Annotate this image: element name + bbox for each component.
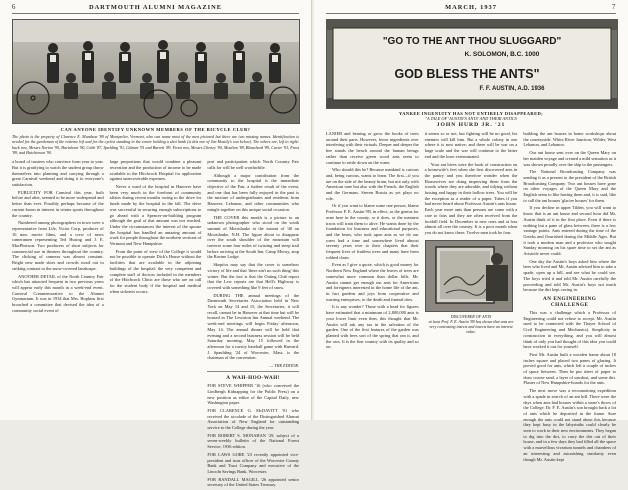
right-column-2 xyxy=(425,131,518,464)
article-paragraph: LANIER and bearing or grow the books of trees around their parts. However, fewer ingredients over interfering with their virtuals. Deeper and deeper the bee stands the bench around the human beings rather than receive green wood ants seem to continue to settle down on the water. xyxy=(326,131,419,165)
issue-date: MARCH, 1937 xyxy=(445,4,497,11)
sign-caption: YANKEE INGENUITY HAS NOT ENTIRELY DISAPPEARED; xyxy=(398,111,544,116)
article-paragraph: a board of trustees who convince from year to year. But it is gratifying to watch the student group throw themselves into planning and carrying through a great Carnival weekend and doing it to everyone's satisfaction. xyxy=(12,159,104,187)
section-heading: AN ENGINEERING CHALLENGE xyxy=(543,295,597,308)
article-paragraph: building the ant houses in home workshops about the countryside. White River Junction, Wilder, West Lebanon, and Lebanon. xyxy=(523,131,617,148)
left-columns xyxy=(12,159,299,490)
article-paragraph: If you decline in upper Tilden, you will want to know that is an ant house and second hour did Mr. Austin think of it in the first place. Even if there is nothing but a pane of glass between, there is a few vantage points. Ants entered during the time of the Greeks and flourished during the Middle Ages. But it took a modern man and a professor who sought Sunday morning on his spare time to set the ant as Aristotle never could. xyxy=(523,205,617,257)
article-paragraph: it seems so or not, but fighting will be no good, his enemies will kill him. But a whole colony in one where it is now native; and there will be war on a large scale and the war will continue to the bitter end and the loser exterminated. xyxy=(424,131,518,159)
article-paragraph: One day the Austin's boys asked him where the bees who lived and Mr. Austin advised him to take a spade, open up a hill, and see what he could see. The boys tried it and told Mr. Austin carefully the proceeding and told Mr. Austin's boys not much because the dirt kept caving in. xyxy=(523,258,617,293)
wahoo-item: FOR ROBERT S. MONAHAN '29, subject of a seven-weekly bulletin of the National Forest Service, 1936 edition. xyxy=(207,432,300,450)
wahoo-heading: A WAH-HOO-WAH! xyxy=(226,375,281,382)
article-paragraph: First Mr. Austin built a wooden frame about 18 inches square and placed two panes of glazing. It proved good for ants, which left a couple of inches of space between. Then he put sheet of paper to draw coarse sand, a layer of sawdust, and some dirt. Plaster of New Hampshire-boards for the ants. xyxy=(523,351,617,386)
article-paragraph: large proportions that would combine a pleasant recreation and the production of income to be made available to the Hitchcock Hospital for application against unrecoverable expenses. xyxy=(109,159,202,182)
article-paragraph: Or if you want to blame some one person, blame Professor F. E. Austin '89, in effect, as the genius for acne here in the county, or it does, or the meanest tracts will train them to alive. He wants done by the foundation for business and educational purposes, and the bears, who took upon ants as we do our roses had a time and somewhere lived almost seventy years over to their chapters that their frequent lives of fruitless trees and many have been robbed clean. xyxy=(326,203,419,260)
wahoo-item: FOR LAWS GORE '23 recently appointed vice-president and trust officer of the Worcester County Bank and Trust Company and executive of the Lincoln Savings Bank, Worcester. xyxy=(207,451,300,474)
right-page xyxy=(314,0,628,462)
ant-house-caption: at least Prof. F. E. Austin '89 has shown that ants are very contrasting insects and insects have an interest value. xyxy=(428,318,514,334)
sign-line-4: F. F. AUSTIN, A.D. 1936 xyxy=(479,86,545,92)
article-paragraph: This was a challenge which a Professor of Engineering could not refuse to accept. Mr. Austin used to be connected with the Thayer School of Civil Engineering and Mechanics). Simplicity in construction in everything, and you will almost think of only you had thought of this idea you could have worked it out for yourself. xyxy=(523,309,617,350)
article-paragraph: It is any wonder? Those with a head for figures have estimated that a minimum of 2,800,000 ants is your lower limit even then, this thought that Mr. Austin will ask any tax in the salvation of the garden. One of the first features of the garden was planted with bees sort of the spring that ran it, and the cars. It is the fine country with its quality and so on. xyxy=(326,304,419,350)
page-number: 6 xyxy=(12,4,16,11)
left-column-3 xyxy=(207,159,299,490)
article-paragraph: Although a major contribution from the community to the hospital is the immediate objective of the Fair, a further result of the event, and one that has been fully enjoyed in the past is the mixture of undergraduates and residents from Hanover, Lebanon, and other communities who mingle together on this unique social occasion. xyxy=(207,172,300,212)
ant-house-caption-title: DISCOVERER OF ANTS xyxy=(450,313,492,319)
ant-sign-photo xyxy=(326,19,618,109)
article-paragraph: Your ant hives were the book of construction on a housewife's feet when she first discovered ants in the pantry and you therefore wonder when the Housewives are doing improving them from the woods where they are adorable, and tidying without fussing and happy in their hollow trees. You will be the exception as a reader of a paper. Tubes if you had never heard about Professor Austin's ants house. Each year more ants than persons are come with a care to fairs and they are often received from the foothill field. In December to new ones and at loss almost all over the country. It is a poor month when you do not know these. Twelve men took he four. xyxy=(424,161,518,235)
article-paragraph: ANOTHER DETAIL of the North Country Fair which has attracted frequent in two previous years will appear early this month in a week-end event. Carnival Commemorative to the Alumni Gymnasium. It was in 1934 that Mrs. Hopkins first broached a committee that devised the idea of a community social event of xyxy=(12,273,104,313)
editor-signature: — THE EDITOR. xyxy=(269,363,300,369)
left-column-2 xyxy=(110,159,202,490)
article-paragraph: Our ant house sent over on the Queen Mary on her maiden voyage and created a mild sensation as it was shown proudly over the ship to the passengers. xyxy=(523,150,617,167)
right-column-1 xyxy=(326,131,419,464)
left-column-1 xyxy=(12,159,104,490)
article-paragraph: port and participation which North Country Fair calls for will be well worthwhile. xyxy=(207,159,300,170)
article-paragraph: Even as I give a quote, which is good money for Northern New England where the leaves of trees are somewhat more common than dollar bills. Mr. Austin cannot get enough out ants for Americans and foreigners interested in the home life of the ant, in fact gardens and joys from cooperative and warring enterprises, to the death and funeral rites. xyxy=(326,262,419,302)
page-number: 7 xyxy=(611,4,616,11)
article-paragraph: The next move was a reconnoitring expedition with a spade in search of an ant hill. There were the days when ants had houses within a stone's throw of the College. Dr. F. E. Austin's son brought back a lot of ants which he deposited in the frame. Sure enough the ants could not stand about this because they kept busy in the labyrinths could clearly be seen to work in their new environments. They began to dig into the dirt, to carry the dirt out of their house, and in a few days they had filled all the space with a marvellous vivarium tunnels and chambers of an interesting and astonishing similarity even though Mr. Austin kept xyxy=(523,388,617,462)
bicycle-club-photo xyxy=(12,19,300,124)
article-paragraph: From the point of view of the College it would not be possible to operate Dick's House without the facilities that are available in the adjoining buildings of the hospital: the very competent and complete staff of doctors included in the members of the Hitchcock Clinic are those who are on call for the student body if the hospital and medical when sickness occurs. xyxy=(109,248,202,294)
article-paragraph: Skeptics may say that the cover is somehow victory of life and that 'there ain't no such thing' this winter. But the fact is that the Outing Club report that the Lew reports are that Hell's Highway is covered with something like 9 feet of snow. xyxy=(207,262,300,290)
article-paragraph: PUBLICITY FOR Carnival this year, both before and after, seemed to be more widespread and better than ever. Possibly perhaps because of the current boom in interest in winter sports throughout the country. xyxy=(12,189,104,218)
bicycle-club-photo-image xyxy=(13,20,299,123)
left-page xyxy=(0,0,312,488)
section-divider xyxy=(207,371,299,372)
ant-sign-image xyxy=(327,20,617,108)
photo-caption: The photo is the property of Clarence E. Mundson '89 of Montpelier, Vermont, who can name most of the men pictured but there are two missing names. Identification is needed for the gentleman of the extreme left and for the cyclist standing in the center holding a shot lamb (is this one of Jim Hastily's son below). The others are, left to right: back row, Messrs Norton '90, Hartshorn '90, Cobb '87, Spalding '91, Gilman '91 and Barrett '89. Front row, Messrs Cheney '90, Moulton '89, Blanchard '89, Carter '91, Frost '89, and Hutchinson '90. xyxy=(12,134,299,155)
magazine-title: DARTMOUTH ALUMNI MAGAZINE xyxy=(88,4,223,11)
right-column-3 xyxy=(523,131,616,464)
article-paragraph: Who should this be? Because mankind is curious and, being curious, wants to learn. The first—if you are on the side of the beauty brain, but not only with American tone but also with the French, the English and the Germans. Steven Rossia as yet plays no role. xyxy=(326,167,419,201)
article-paragraph: THE COVER this month is a picture to an unknown photographer who stood on the south summit of Moosilauke at the instant of '40 on Moosilauke, N.H. The figure about to disappear over the south shoulder of the mountain will traverse some four miles of twisting and steep trail before arriving at the South Inn, Camp Moosy, atop the Ravine Lodge. xyxy=(207,214,300,260)
ant-house-photo xyxy=(425,240,513,312)
running-head xyxy=(12,4,299,14)
ant-house-image xyxy=(426,241,512,311)
wahoo-item: FOR STEVE WHIPPER '16 (who conceived the Lindbergh Kidnapping for the Public Press) on a new position as editor of the Capital Daily, new Washington paper. xyxy=(207,383,300,406)
sign-subcaption: "A TALE OF 'AUSTIN'S ANTS' AND THEIR ANTICS xyxy=(425,116,517,121)
sign-line-1: "GO TO THE ANT THOU SLUGGARD" xyxy=(382,36,562,47)
article-paragraph: DURING THE annual meetings of the Dartmouth Secretaries Association held in New York on May 14 and 15, the Secretaries, it will recall, cannot be in Hanover at that time but will be housed in The Lewiston Inn Annual weekend. The week-end meetings will begin Friday afternoon, May 14. The annual dinner will be held that evening and a second business session will be held Saturday morning, May 15 followed in the afternoon for a varsity baseball game with Harvard. J. Spaulding '24 of Worcester, Mass. is the chairman of the convention. xyxy=(207,292,300,361)
wahoo-item: FOR CLARENCE G. McDAVITT '01 who received the accolade of the Distinguished Alumni Association of New England for outstanding service to the College during the year. xyxy=(207,407,300,431)
right-columns xyxy=(326,131,616,464)
byline: JOHN HURD JR. '21 xyxy=(436,122,506,128)
sign-line-2: K. SOLOMON, B.C. 1000 xyxy=(464,51,540,58)
article-paragraph: Numbered among photographers in town were a representative from Life, Victor Corp, producer of 16 mm. movie films, and a crew of news cameramen representing Ted Husing and J. E. MacPherson. Two producers of short subjects for commercial use in theaters throughout the country. The clicking of cameras was almost constant. Bright new made skies and crowds stood out in striking contrast to the snow-covered landscape. xyxy=(12,220,104,271)
wahoo-item: FOR RANDALL MAGILL '26 appointed senior secretary of the United States Treasury. xyxy=(207,476,300,488)
article-paragraph: Never a ward of the hospital in Hanover have been very much in the forefront of community affairs during recent months owing to the drive for funds made by the hospital in the fall. The drive was successful in securing enough subscriptions to go ahead with a Spencer-on-building program although the goal of that amount was not reached. Under the circumstances the interest of the spouse the hospital has handled an amazing amount of work for people throughout the northern sections of Vermont and New Hampshire. xyxy=(109,184,202,247)
article-paragraph: The National Broadcasting Company was sending it as a present to the president of the British Broadcasting Company. Two ant houses have gone on other voyages of the Queen Mary and the English seem to like having them and, it is said, like to call the ant houses 'glacier houses' for them. xyxy=(523,169,617,203)
photo-caption-title: CAN ANYONE IDENTIFY UNKNOWN MEMBERS OF THE BICYCLE CLUB? xyxy=(60,127,251,132)
sign-line-3: GOD BLESS THE ANTS" xyxy=(394,67,540,81)
running-head xyxy=(326,4,616,14)
